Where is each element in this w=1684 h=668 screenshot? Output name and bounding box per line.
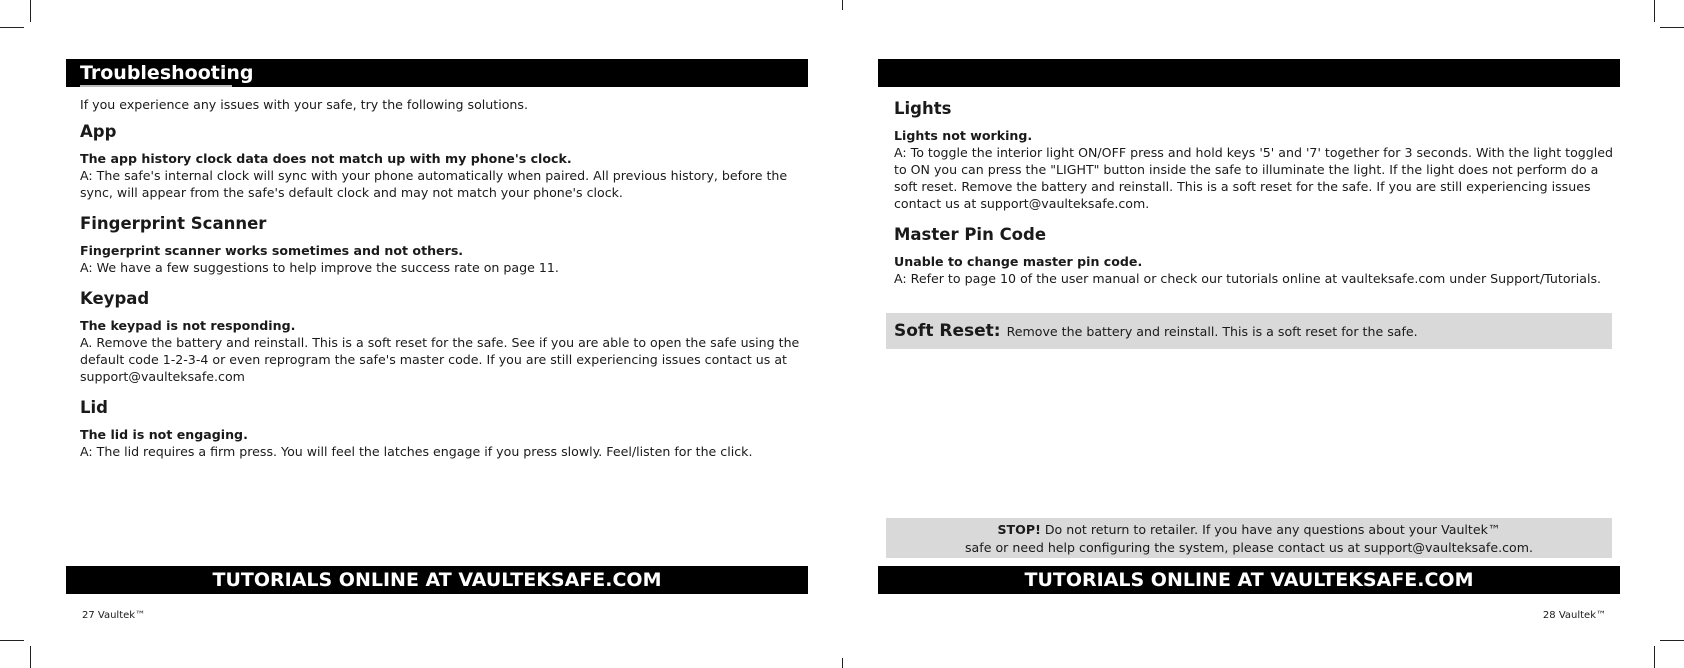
title-bar	[878, 59, 1620, 87]
answer: A: The safe's internal clock will sync with your phone automatically when paired. All previous history, before the sync, will appear from the safe's default clock and may not match your phone's clock.	[80, 168, 788, 200]
section-keypad	[80, 290, 800, 385]
left-page	[66, 0, 808, 668]
section-fingerprint	[80, 215, 800, 276]
answer: A: The lid requires a firm press. You will feel the latches engage if you press slowly. Feel/listen for the click.	[80, 444, 753, 459]
stop-line2: safe or need help configuring the system, please contact us at support@vaulteksafe.com.	[965, 540, 1533, 555]
answer: A: To toggle the interior light ON/OFF press and hold keys '5' and '7' together for 3 seconds. With the light toggled to ON you can press the "LIGHT" button inside the safe to illuminate the light. If the light does not perform do a soft reset. Remove the battery and reinstall. This is a soft reset for the safe. If you are still experiencing issues contact us at support@vaulteksafe.com.	[894, 145, 1614, 211]
section-app	[80, 123, 800, 201]
crop-mark	[30, 646, 31, 668]
left-content	[80, 96, 800, 474]
section-heading: Lights	[894, 99, 952, 118]
section-lid	[80, 399, 800, 460]
title-underline	[80, 85, 232, 87]
section-lights	[894, 100, 1614, 212]
right-content	[894, 100, 1614, 301]
stop-notice	[886, 518, 1612, 558]
stop-line1: Do not return to retailer. If you have any questions about your Vaultek™	[1044, 522, 1501, 537]
page-number: 28 Vaultek™	[1542, 610, 1606, 621]
section-heading: App	[80, 122, 117, 141]
question: The app history clock data does not match up with my phone's clock.	[80, 151, 572, 166]
answer: A: Refer to page 10 of the user manual or check our tutorials online at vaulteksafe.com under Support/Tutorials.	[894, 271, 1602, 286]
answer: A. Remove the battery and reinstall. This is a soft reset for the safe. See if you are able to open the safe using the default code 1-2-3-4 or even reprogram the safe's master code. If you are still experiencing issues contact us at support@vaulteksafe.com	[80, 335, 800, 384]
crop-mark	[0, 27, 24, 28]
intro-text: If you experience any issues with your safe, try the following solutions.	[80, 97, 528, 112]
section-heading: Fingerprint Scanner	[80, 214, 267, 233]
question: Lights not working.	[894, 128, 1033, 143]
section-heading: Master Pin Code	[894, 225, 1047, 244]
question: The keypad is not responding.	[80, 318, 296, 333]
answer: A: We have a few suggestions to help improve the success rate on page 11.	[80, 260, 559, 275]
soft-reset-label: Soft Reset:	[894, 321, 1001, 341]
page-number: 27 Vaultek™	[82, 610, 146, 621]
crop-mark	[842, 0, 843, 10]
section-master-pin	[894, 226, 1614, 287]
crop-mark	[1654, 646, 1655, 668]
question: The lid is not engaging.	[80, 427, 248, 442]
page-title: Troubleshooting	[80, 62, 254, 84]
crop-mark	[842, 658, 843, 668]
question: Unable to change master pin code.	[894, 254, 1143, 269]
right-page	[878, 0, 1620, 668]
crop-mark	[1660, 27, 1684, 28]
section-heading: Keypad	[80, 289, 150, 308]
title-bar	[66, 59, 808, 87]
soft-reset-box	[886, 313, 1612, 349]
crop-mark	[1660, 640, 1684, 641]
stop-label: STOP!	[997, 522, 1041, 537]
soft-reset-text: Remove the battery and reinstall. This is a soft reset for the safe.	[1006, 324, 1418, 339]
crop-mark	[0, 640, 24, 641]
footer-banner: TUTORIALS ONLINE AT VAULTEKSAFE.COM	[878, 566, 1620, 594]
footer-banner: TUTORIALS ONLINE AT VAULTEKSAFE.COM	[66, 566, 808, 594]
crop-mark	[1654, 0, 1655, 22]
crop-mark	[30, 0, 31, 22]
section-heading: Lid	[80, 398, 108, 417]
question: Fingerprint scanner works sometimes and not others.	[80, 243, 464, 258]
